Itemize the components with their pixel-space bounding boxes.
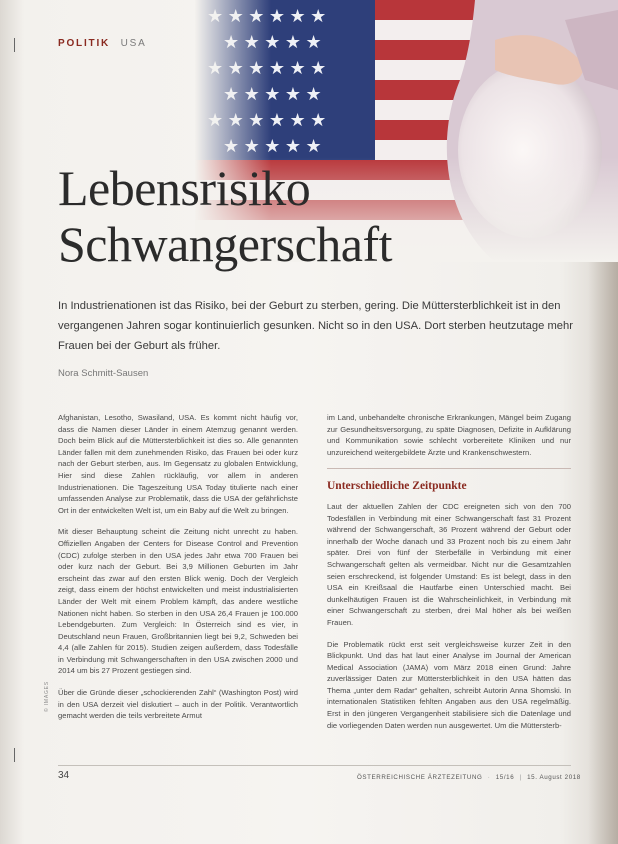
page-number: 34	[58, 770, 70, 781]
subheading: Unterschiedliche Zeitpunkte	[327, 480, 467, 493]
photo-credit: © IMAGES	[44, 681, 50, 712]
paragraph: Über die Gründe dieser „schockierenden Zahl“ (Washington Post) wird in den USA derzeit viel diskutiert – auch in der Politik. Verantwortlich gemacht werden die teils verbreitete Armut	[58, 688, 298, 721]
paragraph: Die Problematik rückt erst seit vergleichsweise kurzer Zeit in den Blickpunkt. Und das hat laut einer Analyse im Journal der American Medical Association (JAMA) vom März 2018 einen Grund: Jahre zuverlässiger Daten zur Müttersterblichkeit in den USA hätten das Thema „unter dem Radar“ gehalten, schreibt Autorin Anna Shomski. In internationalen Statistiken fehlten Angaben aus den USA regelmäßig. Erst in den jüngeren Vergangenheit stabilisiere sich die Datenlage und die vorliegenden Daten werden nun ausgewertet. Um die Müttersterb-	[327, 639, 571, 730]
author-byline: Nora Schmitt-Sausen	[58, 368, 149, 379]
issue-date: 15. August 2018	[527, 774, 581, 781]
paragraph: Afghanistan, Lesotho, Swasiland, USA. Es kommt nicht häufig vor, dass die Namen dieser Länder in einem Atemzug genannt werden. Doch beim Blick auf die Müttersterblichkeit ist dies so. Alle genannten Länder fallen mit dem zunehmenden Risiko, das Frauen bei oder kurz nach der Geburt sterben, aus. Im Gegensatz zu globalen Entwicklung, Hier sind diese Zahlen rückläufig, vor allem in anderen Industrienationen. Die Tageszeitung USA Today titulierte nach einer umfassenden Analyse zur Problematik, dass die USA der gefährlichste Ort in der entwickelten Welt ist, um ein Baby auf die Welt zu bringen.	[58, 413, 298, 515]
paragraph: Laut der aktuellen Zahlen der CDC ereigneten sich von den 700 Todesfällen in Verbindung mit einer Schwangerschaft fast 31 Prozent während der Schwangerschaft, 36 Prozent während der Geburt oder innerhalb der Woche danach und 33 Prozent noch bis zu einem Jahr später. Drei von fünf der Sterbefälle in Verbindung mit einer Schwangerschaft gelten als vermeidbar. Nicht nur die Gesamtzahlen seien erschreckend, ist folgender Umstand: Es ist belegt, dass in den USA ein Kreißsaal die Hautfarbe einen Unterschied macht. Bei dunkelhäutigen Frauen ist die Wahrscheinlichkeit, in Verbindung mit einer Schwangerschaft zu sterben, drei Mal höher als bei weißen Frauen.	[327, 501, 571, 627]
footer-publication: ÖSTERREICHISCHE ÄRZTEZEITUNG · 15/16 | 15. August 2018	[357, 774, 581, 781]
publication-name: ÖSTERREICHISCHE ÄRZTEZEITUNG	[357, 774, 483, 781]
section-subname: USA	[120, 38, 147, 49]
text-column-left	[58, 412, 298, 732]
title-line-1: Lebensrisiko	[58, 160, 311, 216]
article-title	[58, 160, 392, 272]
scan-edge-mark	[14, 38, 15, 52]
text-column-right	[327, 412, 571, 741]
issue-number: 15/16	[495, 774, 515, 781]
footer-rule	[58, 765, 571, 766]
paragraph: Mit dieser Behauptung scheint die Zeitung nicht unrecht zu haben. Offiziellen Angaben der Centers for Disease Control and Prevention (CDC) zufolge sterben in den USA jedes Jahr etwa 700 Frauen bei oder kurz nach der Geburt. Bei 3,9 Millionen Geburten im Jahr erscheint das zwar auf den ersten Blick wenig. Doch der Vergleich zeigt, dass einem der höchst entwickelten und meist industrialisierten Länder der Welt mit einem Problem kämpft, das andere westliche Nationen nicht haben. So sterben in den USA 26,4 Frauen je 100.000 Lebendgeburten. Zum Vergleich: In Österreich sind es vier, in Deutschland neun Frauen, Großbritannien liegt bei 9,2, Schweden bei 4,4 (alle Zahlen für 2015). Studien zeigen außerdem, dass Todesfälle in Verbindung mit Schwangerschaften in den USA zwischen 2000 und 2014 um bis 27 Prozent gestiegen sind.	[58, 527, 298, 676]
scan-edge-mark	[14, 748, 15, 762]
subhead-rule	[327, 468, 571, 469]
article-lead: In Industrienationen ist das Risiko, bei der Geburt zu sterben, gering. Die Müttersterblichkeit ist in den vergangenen Jahren sogar kontinuierlich gesunken. Nicht so in den USA. Dort sterben heutzutage mehr Frauen bei der Geburt als früher.	[58, 300, 573, 352]
section-label	[58, 38, 147, 49]
title-line-2: Schwangerschaft	[58, 216, 393, 272]
paragraph: im Land, unbehandelte chronische Erkrankungen, Mängel beim Zugang zur Gesundheitsversorgung, zu späte Diagnosen, Defizite in Aufklärung und Kommunikation sowie schlecht vorbereitete Kliniken und nur unzureichend weitergebildete Ärzte und Krankenschwestern.	[327, 413, 571, 457]
section-name: POLITIK	[58, 38, 111, 49]
